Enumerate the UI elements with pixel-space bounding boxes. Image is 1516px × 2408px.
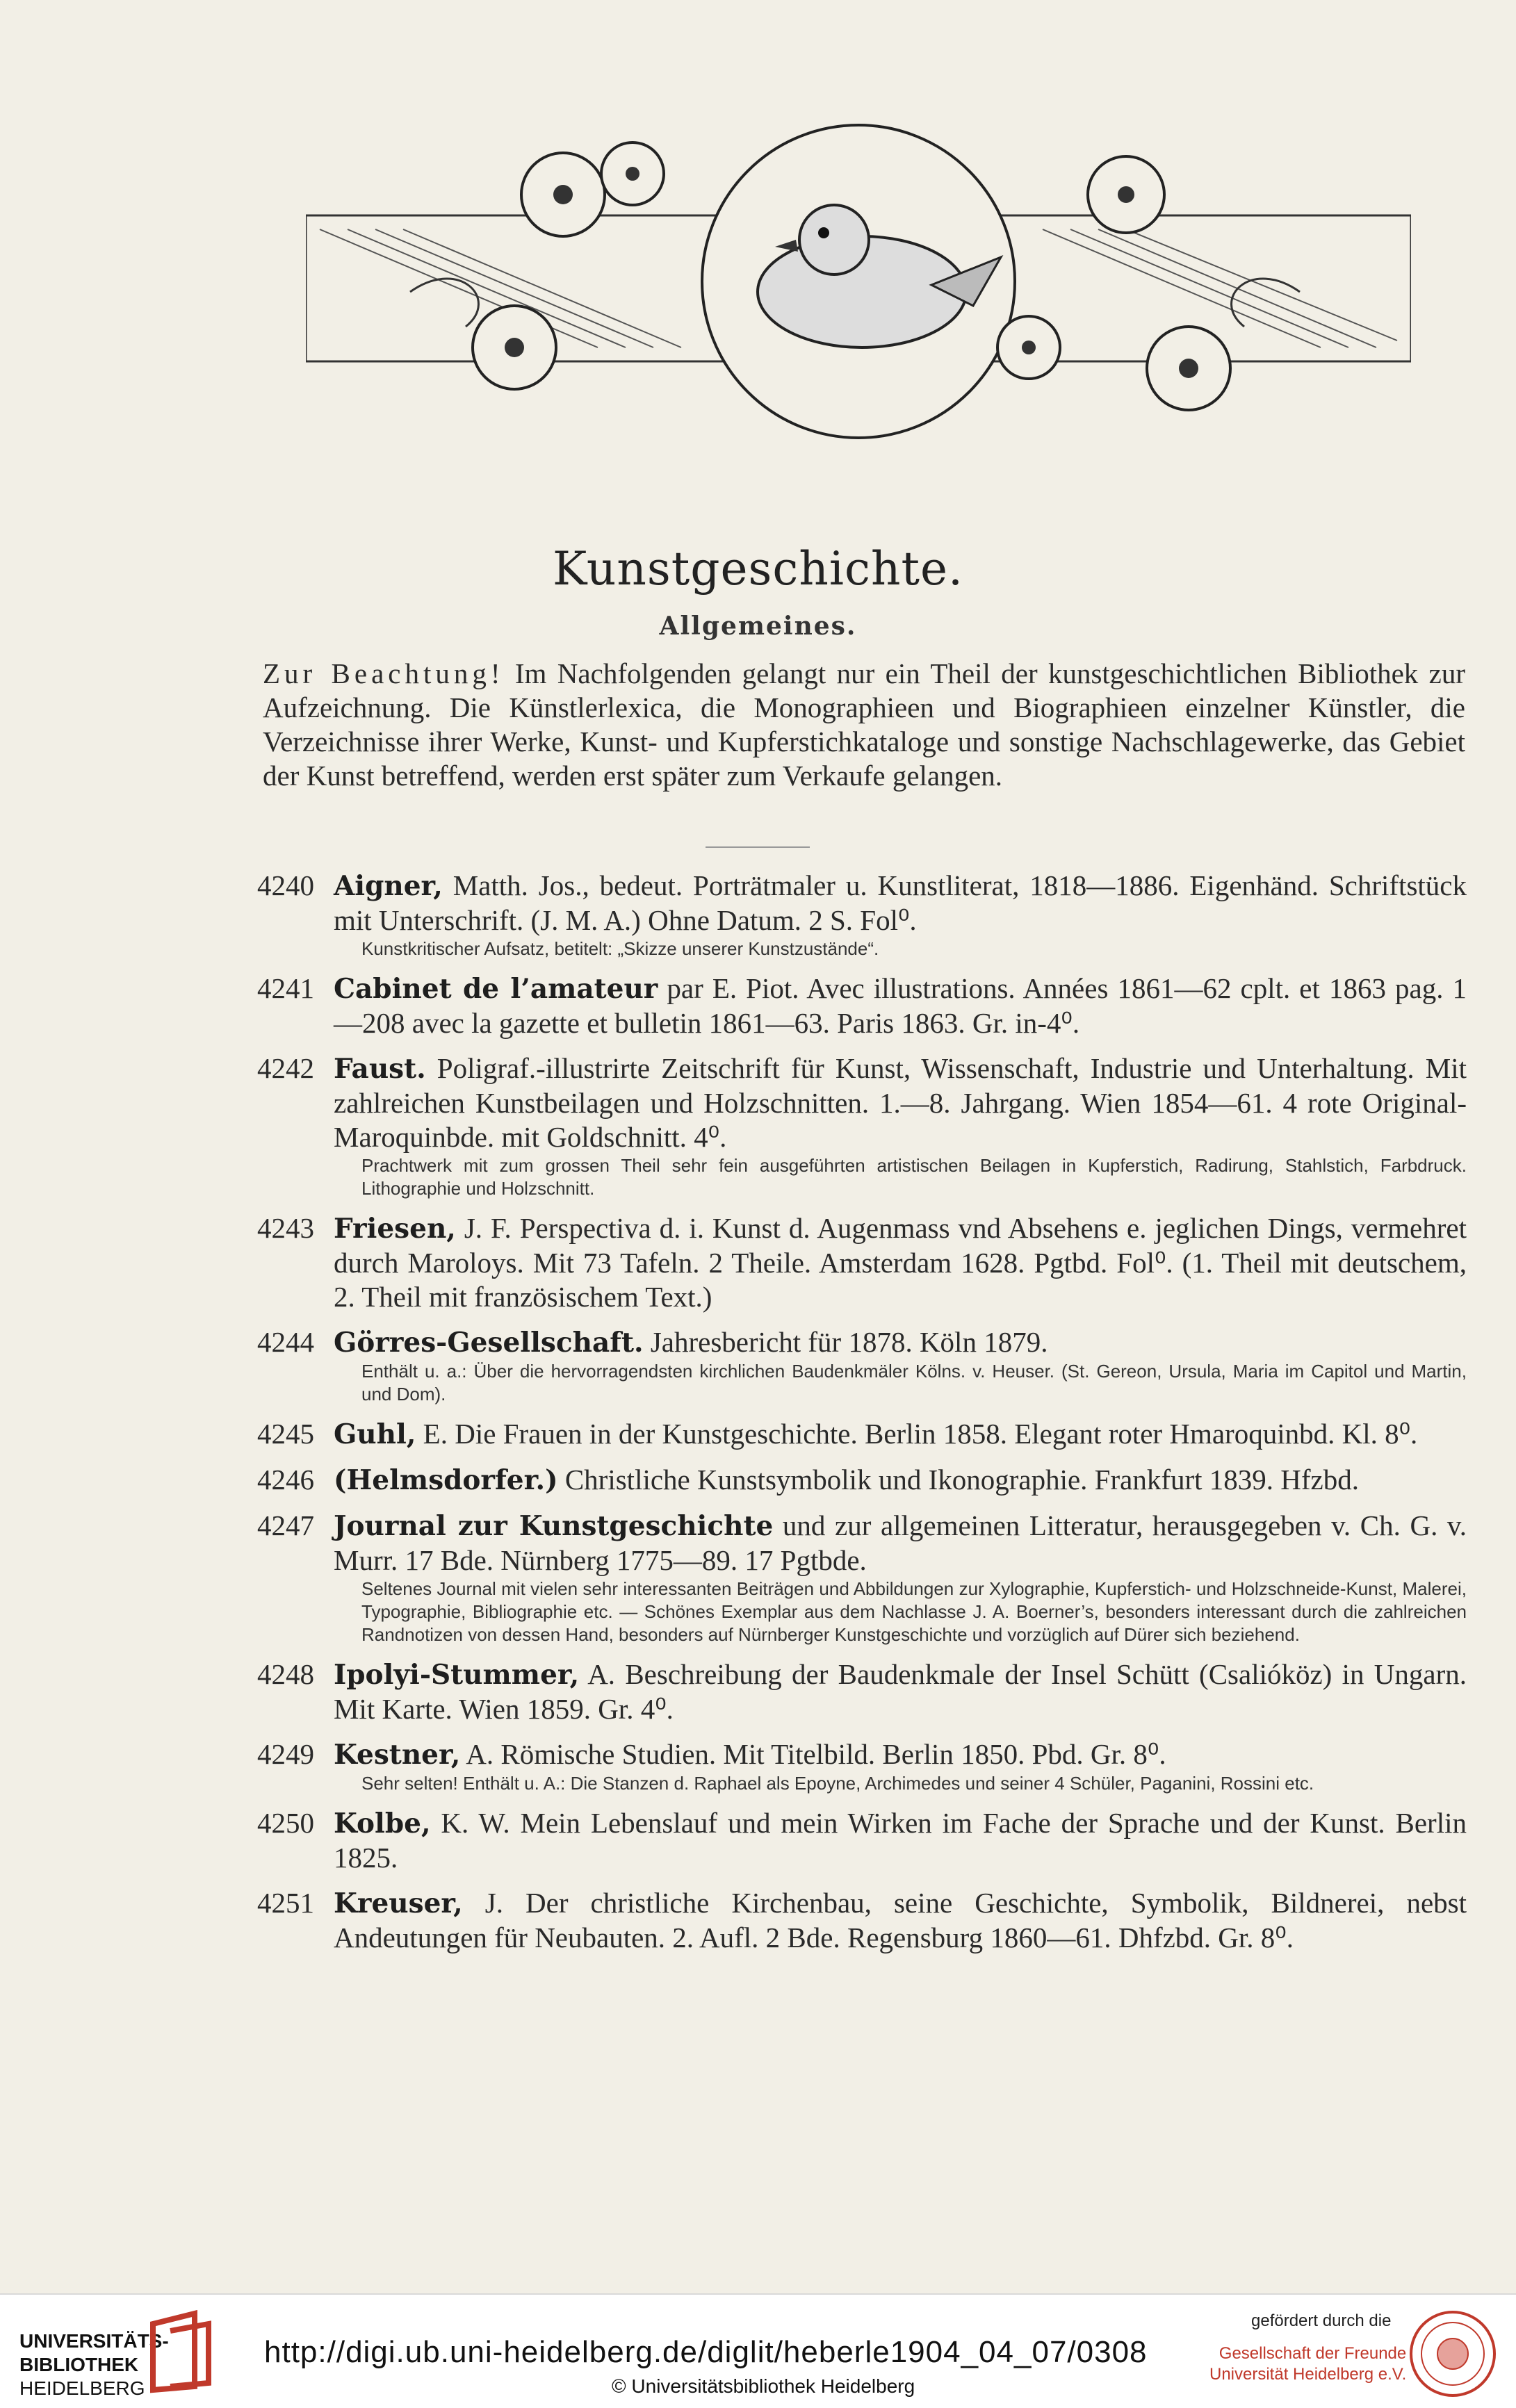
section-subtitle: Allgemeines. [659,612,857,641]
catalogue-entry [257,1886,1467,1955]
permalink-url[interactable]: http://digi.ub.uni-heidelberg.de/diglit/heberle1904_04_07/0308 [264,2335,1148,2369]
entry-author: Guhl, [334,1418,416,1450]
sponsor-org-line1: Gesellschaft der Freunde [1218,2344,1407,2363]
library-name-line3: HEIDELBERG [19,2377,145,2399]
entry-description: par E. Piot. Avec illustrations. Années 1861—62 cplt. et 1863 pag. 1—208 avec la gazette et bulletin 1861—63. Paris 1863. Gr. in-4⁰. [334,972,1467,1039]
entry-number: 4241 [257,972,314,1004]
catalogue-entry [257,1211,1467,1314]
library-name-line1: UNIVERSITÄTS- [19,2330,169,2352]
entry-note: Kunstkritischer Aufsatz, betitelt: „Skizze unserer Kunstzustände“. [361,938,879,959]
entry-author: Kolbe, [334,1808,431,1840]
entry-number: 4245 [257,1418,314,1450]
entry-description: J. Der christliche Kirchenbau, seine Geschichte, Symbolik, Bildnerei, nebst Andeutungen für Neubauten. 2. Aufl. 2 Bde. Regensburg 1860—61. Dhfzbd. Gr. 8⁰. [334,1887,1467,1954]
catalogue-entry [257,1737,1467,1795]
entry-author: Journal zur Kunstgeschichte [334,1510,774,1542]
catalogue-entry [257,1463,1467,1498]
viewer-footer [0,2293,1516,2408]
entry-author: Aigner, [334,870,443,902]
library-name-line2: BIBLIOTHEK [19,2354,139,2375]
entry-author: (Helmsdorfer.) [334,1464,558,1496]
entry-text [334,1051,1467,1154]
catalogue-entry [257,869,1467,960]
entry-number: 4247 [257,1509,314,1541]
sponsor-label: gefördert durch die [1251,2311,1392,2330]
copyright-text: © Universitätsbibliothek Heidelberg [612,2375,915,2397]
catalogue-entries [257,869,1467,1966]
catalogue-entry [257,1657,1467,1726]
entry-text [334,972,1467,1040]
entry-author: Görres-Gesellschaft. [334,1327,644,1359]
entry-description: E. Die Frauen in der Kunstgeschichte. Berlin 1858. Elegant roter Hmaroquinbd. Kl. 8⁰. [416,1418,1418,1450]
notice-paragraph [263,657,1465,793]
catalogue-entry [257,972,1467,1040]
entry-author: Ipolyi-Stummer, [334,1659,580,1691]
catalogue-entry [257,1325,1467,1406]
page-title: Kunstgeschichte. [552,542,964,596]
entry-description: Poligraf.-illustrirte Zeitschrift für Kunst, Wissenschaft, Industrie und Unterhaltung. Mit zahlreichen Kunstbeilagen und Holzschnitten. 1.—8. Jahrgang. Wien 1854—61. 4 rote Original-Maroquinbde. mit Goldschnitt. 4⁰. [334,1052,1467,1153]
entry-description: A. Römische Studien. Mit Titelbild. Berlin 1850. Pbd. Gr. 8⁰. [460,1738,1166,1770]
catalogue-entry [257,1417,1467,1452]
entry-text [334,1211,1467,1314]
entry-description: Matth. Jos., bedeut. Porträtmaler u. Kunstliterat, 1818—1886. Eigenhänd. Schriftstück mit Unterschrift. (J. M. A.) Ohne Datum. 2 S. Fol⁰. [334,869,1467,936]
entry-number: 4250 [257,1807,314,1839]
entry-text [334,1417,1467,1452]
entry-number: 4251 [257,1887,314,1919]
bird-vignette-icon [306,118,1411,445]
entry-text [334,1325,1467,1360]
entry-text [334,1463,1467,1498]
entry-text [334,1509,1467,1578]
entry-author: Kestner, [334,1739,461,1771]
notice-lead: Zur Beachtung! [263,657,505,689]
entry-number: 4249 [257,1738,314,1770]
entry-note: Seltenes Journal mit vielen sehr interessanten Beiträgen und Abbildungen zur Xylographie, Kupferstich- und Holzschneide-Kunst, Malerei, Typographie, Bibliographie etc. — Schönes Exemplar aus dem Nachlasse J. A. Boerner’s, besonders interessant durch die zahlreichen Randnotizen von dessen Hand, besonders auf Nürnberger Kunstgeschichte und vorzüglich auf Dürer sich beziehend. [361,1578,1467,1645]
entry-description: A. Beschreibung der Baudenkmale der Insel Schütt (Csalióköz) in Ungarn. Mit Karte. Wien 1859. Gr. 4⁰. [334,1658,1467,1725]
entry-text [334,1657,1467,1726]
entry-description: Christliche Kunstsymbolik und Ikonographie. Frankfurt 1839. Hfzbd. [557,1464,1359,1496]
entry-author: Kreuser, [334,1887,463,1919]
entry-description: K. W. Mein Lebenslauf und mein Wirken im Fache der Sprache und der Kunst. Berlin 1825. [334,1807,1467,1874]
entry-note: Sehr selten! Enthält u. A.: Die Stanzen d. Raphael als Epoyne, Archimedes und seiner 4 Schüler, Paganini, Rossini etc. [361,1773,1314,1794]
entry-number: 4242 [257,1052,314,1084]
entry-description: und zur allgemeinen Litteratur, herausgegeben v. Ch. G. v. Murr. 17 Bde. Nürnberg 1775—89. 17 Pgtbde. [334,1509,1467,1576]
entry-text [334,869,1467,937]
sponsor-org-line2: Universität Heidelberg e.V. [1209,2365,1407,2384]
entry-author: Friesen, [334,1213,456,1245]
entry-text [334,1886,1467,1955]
entry-note: Enthält u. a.: Über die hervorragendsten kirchlichen Baudenkmäler Kölns. v. Heuser. (St. Gereon, Ursula, Maria im Capitol und Martin, und Dom). [361,1361,1467,1404]
catalogue-entry [257,1509,1467,1646]
entry-description: J. F. Perspectiva d. i. Kunst d. Augenmass vnd Absehens e. jeglichen Dings, vermehret durch Maroloys. Mit 73 Tafeln. 2 Theile. Amsterdam 1628. Pgtbd. Fol⁰. (1. Theil mit deutschem, 2. Theil mit französischem Text.) [334,1212,1467,1313]
entry-number: 4243 [257,1212,314,1244]
entry-author: Faust. [334,1053,426,1085]
entry-author: Cabinet de l’amateur [334,973,658,1005]
entry-note: Prachtwerk mit zum grossen Theil sehr fein ausgeführten artistischen Beilagen in Kupferstich, Radirung, Stahlstich, Farbdruck. Lithographie und Holzschnitt. [361,1155,1467,1199]
notice-text: Im Nachfolgenden gelangt nur ein Theil der kunstgeschichtlichen Bibliothek zur Aufzeichnung. Die Künstlerlexica, die Monographieen und Biographieen einzelner Künstler, die Verzeichnisse ihrer Werke, Kunst- und Kupferstichkataloge und sonstige Nachschlagewerke, das Gebiet der Kunst betreffend, werden erst später zum Verkaufe gelangen. [263,657,1465,792]
university-seal-icon [1408,2309,1498,2399]
entry-number: 4244 [257,1326,314,1358]
ub-logo-icon [142,2310,219,2393]
entry-number: 4248 [257,1658,314,1690]
catalogue-entry [257,1806,1467,1875]
sponsor-block [1209,2311,1406,2385]
entry-number: 4240 [257,869,314,901]
catalogue-entry [257,1051,1467,1200]
divider-rule [706,846,810,848]
entry-text [334,1806,1467,1875]
entry-text [334,1737,1467,1772]
entry-number: 4246 [257,1464,314,1496]
entry-description: Jahresbericht für 1878. Köln 1879. [643,1326,1048,1358]
